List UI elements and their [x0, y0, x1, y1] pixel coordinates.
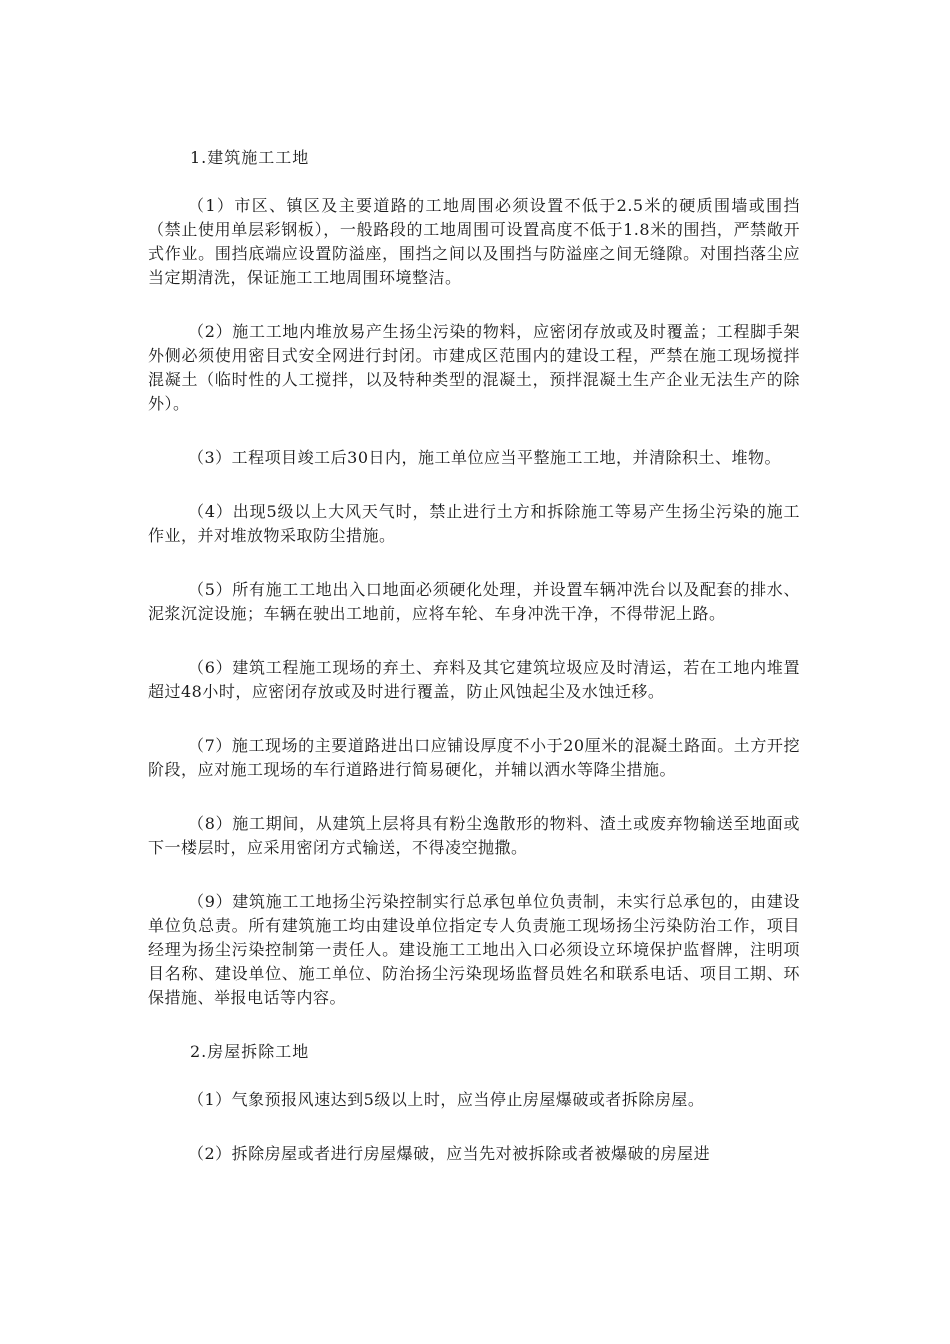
section-heading-1: 1.建筑施工工地	[190, 148, 310, 167]
paragraph-1-4: （4）出现5级以上大风天气时，禁止进行土方和拆除施工等易产生扬尘污染的施工作业，并对堆放物采取防尘措施。	[148, 502, 800, 545]
paragraph-1-2: （2）施工工地内堆放易产生扬尘污染的物料，应密闭存放或及时覆盖；工程脚手架外侧必须使用密目式安全网进行封闭。市建成区范围内的建设工程，严禁在施工现场搅拌混凝土（临时性的人工搅拌，以及特种类型的混凝土，预拌混凝土生产企业无法生产的除外）。	[148, 322, 800, 413]
paragraph-1-8: （8）施工期间，从建筑上层将具有粉尘逸散形的物料、渣土或废弃物输送至地面或下一楼层时，应采用密闭方式输送，不得凌空抛撒。	[148, 814, 800, 857]
document-page	[148, 146, 800, 1166]
paragraph-1-7: （7）施工现场的主要道路进出口应铺设厚度不小于20厘米的混凝土路面。土方开挖阶段，应对施工现场的车行道路进行简易硬化，并辅以洒水等降尘措施。	[148, 736, 800, 779]
section-heading-2: 2.房屋拆除工地	[190, 1042, 310, 1061]
paragraph-1-1: （1）市区、镇区及主要道路的工地周围必须设置不低于2.5米的硬质围墙或围挡（禁止使用单层彩钢板），一般路段的工地周围可设置高度不低于1.8米的围挡，严禁敞开式作业。围挡底端应设置防溢座，围挡之间以及围挡与防溢座之间无缝隙。对围挡落尘应当定期清洗，保证施工工地周围环境整洁。	[148, 196, 800, 287]
paragraph-1-3: （3）工程项目竣工后30日内，施工单位应当平整施工工地，并清除积土、堆物。	[188, 448, 782, 467]
paragraph-1-9: （9）建筑施工工地扬尘污染控制实行总承包单位负责制，未实行总承包的，由建设单位负总责。所有建筑施工均由建设单位指定专人负责施工现场扬尘污染防治工作，项目经理为扬尘污染控制第一责任人。建设施工工地出入口必须设立环境保护监督牌，注明项目名称、建设单位、施工单位、防治扬尘污染现场监督员姓名和联系电话、项目工期、环保措施、举报电话等内容。	[148, 892, 800, 1007]
paragraph-2-1: （1）气象预报风速达到5级以上时，应当停止房屋爆破或者拆除房屋。	[188, 1090, 705, 1109]
paragraph-1-5: （5）所有施工工地出入口地面必须硬化处理，并设置车辆冲洗台以及配套的排水、泥浆沉淀设施；车辆在驶出工地前，应将车轮、车身冲洗干净，不得带泥上路。	[148, 580, 800, 623]
paragraph-1-6: （6）建筑工程施工现场的弃土、弃料及其它建筑垃圾应及时清运，若在工地内堆置超过48小时，应密闭存放或及时进行覆盖，防止风蚀起尘及水蚀迁移。	[148, 658, 800, 701]
paragraph-2-2: （2）拆除房屋或者进行房屋爆破，应当先对被拆除或者被爆破的房屋进	[188, 1144, 711, 1163]
